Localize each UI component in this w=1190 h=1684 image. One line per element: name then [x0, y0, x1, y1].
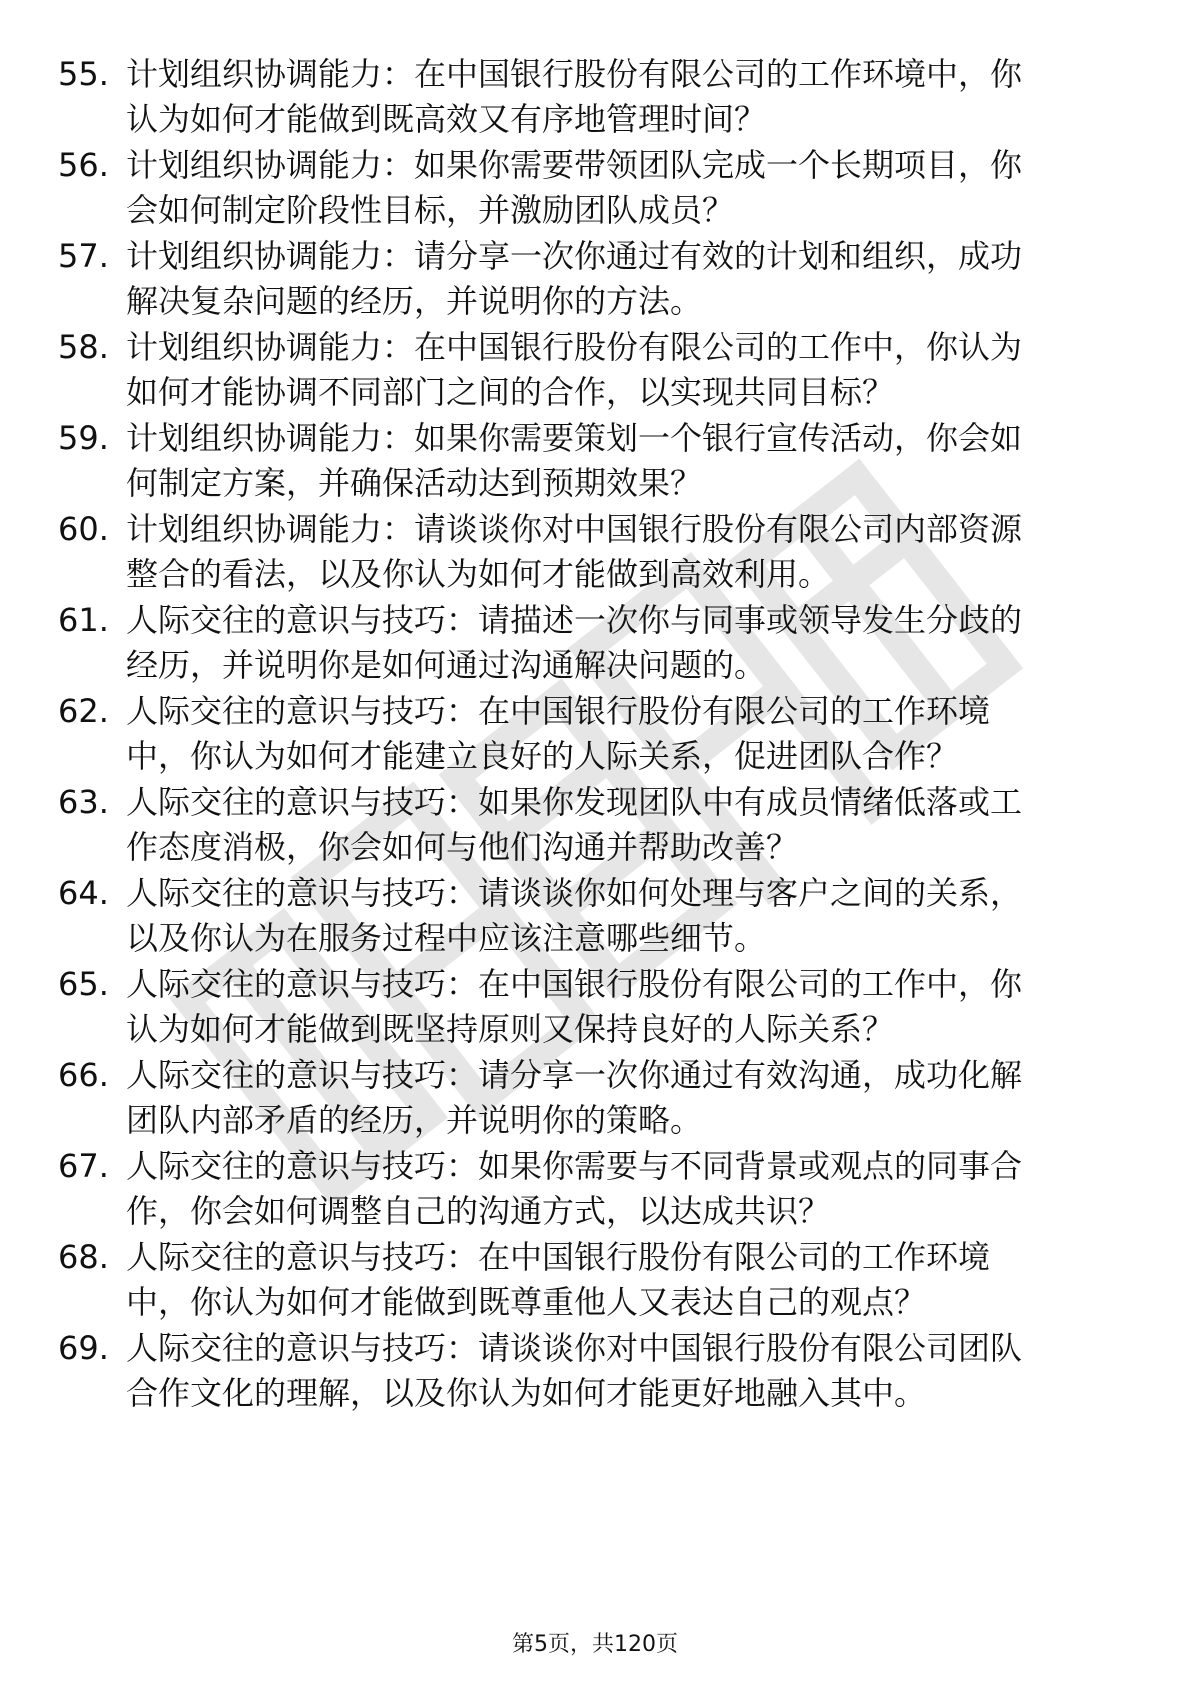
question-text-line: 何制定方案，并确保活动达到预期效果？	[126, 464, 703, 502]
question-text	[126, 143, 1126, 233]
question-item	[0, 1053, 1190, 1144]
question-text	[126, 325, 1126, 415]
question-item	[0, 416, 1190, 507]
question-item	[0, 234, 1190, 325]
question-number: 69.	[58, 1329, 109, 1367]
question-text-line: 人际交往的意识与技巧：请谈谈你如何处理与客户之间的关系，	[126, 874, 1023, 912]
question-item	[0, 598, 1190, 689]
question-text	[126, 1144, 1126, 1234]
question-text-line: 人际交往的意识与技巧：请分享一次你通过有效沟通，成功化解	[126, 1056, 1023, 1094]
question-text-line: 会如何制定阶段性目标，并激励团队成员？	[126, 191, 735, 229]
question-number: 68.	[58, 1238, 109, 1276]
question-item	[0, 143, 1190, 234]
question-text-line: 人际交往的意识与技巧：如果你需要与不同背景或观点的同事合	[126, 1147, 1023, 1185]
question-number: 58.	[58, 328, 109, 366]
question-text-line: 如何才能协调不同部门之间的合作，以实现共同目标？	[126, 373, 895, 411]
question-text-line: 计划组织协调能力：如果你需要策划一个银行宣传活动，你会如	[126, 419, 1023, 457]
question-number: 66.	[58, 1056, 109, 1094]
question-number: 61.	[58, 601, 109, 639]
question-text-line: 计划组织协调能力：在中国银行股份有限公司的工作中，你认为	[126, 328, 1023, 366]
question-text-line: 作态度消极，你会如何与他们沟通并帮助改善？	[126, 828, 799, 866]
question-item	[0, 962, 1190, 1053]
question-text	[126, 962, 1126, 1052]
question-text	[126, 1326, 1126, 1416]
question-text-line: 人际交往的意识与技巧：请谈谈你对中国银行股份有限公司团队	[126, 1329, 1023, 1367]
question-item	[0, 325, 1190, 416]
question-text-line: 认为如何才能做到既高效又有序地管理时间？	[126, 100, 767, 138]
question-text-line: 团队内部矛盾的经历，并说明你的策略。	[126, 1101, 703, 1139]
question-item	[0, 871, 1190, 962]
question-item	[0, 1326, 1190, 1417]
question-text-line: 解决复杂问题的经历，并说明你的方法。	[126, 282, 703, 320]
question-text	[126, 1053, 1126, 1143]
question-item	[0, 52, 1190, 143]
question-number: 65.	[58, 965, 109, 1003]
question-text-line: 整合的看法，以及你认为如何才能做到高效利用。	[126, 555, 831, 593]
question-text-line: 作，你会如何调整自己的沟通方式，以达成共识？	[126, 1192, 831, 1230]
question-text	[126, 234, 1126, 324]
question-item	[0, 1144, 1190, 1235]
question-number: 63.	[58, 783, 109, 821]
question-list	[0, 52, 1190, 1417]
question-text-line: 计划组织协调能力：如果你需要带领团队完成一个长期项目，你	[126, 146, 1023, 184]
question-text	[126, 780, 1126, 870]
question-item	[0, 689, 1190, 780]
question-text	[126, 871, 1126, 961]
question-text-line: 人际交往的意识与技巧：在中国银行股份有限公司的工作中，你	[126, 965, 1023, 1003]
question-item	[0, 780, 1190, 871]
question-text-line: 中，你认为如何才能建立良好的人际关系，促进团队合作？	[126, 737, 959, 775]
question-text-line: 经历，并说明你是如何通过沟通解决问题的。	[126, 646, 767, 684]
page-footer	[0, 1630, 1190, 1660]
question-number: 55.	[58, 55, 109, 93]
question-item	[0, 1235, 1190, 1326]
question-text-line: 计划组织协调能力：在中国银行股份有限公司的工作环境中，你	[126, 55, 1023, 93]
question-number: 64.	[58, 874, 109, 912]
question-text-line: 人际交往的意识与技巧：在中国银行股份有限公司的工作环境	[126, 692, 991, 730]
question-text-line: 中，你认为如何才能做到既尊重他人又表达自己的观点？	[126, 1283, 927, 1321]
question-text	[126, 689, 1126, 779]
question-number: 67.	[58, 1147, 109, 1185]
question-text	[126, 1235, 1126, 1325]
question-number: 57.	[58, 237, 109, 275]
question-text-line: 认为如何才能做到既坚持原则又保持良好的人际关系？	[126, 1010, 895, 1048]
question-number: 59.	[58, 419, 109, 457]
question-text-line: 以及你认为在服务过程中应该注意哪些细节。	[126, 919, 767, 957]
question-text	[126, 598, 1126, 688]
question-item	[0, 507, 1190, 598]
question-text-line: 人际交往的意识与技巧：如果你发现团队中有成员情绪低落或工	[126, 783, 1023, 821]
question-number: 60.	[58, 510, 109, 548]
question-text-line: 人际交往的意识与技巧：在中国银行股份有限公司的工作环境	[126, 1238, 991, 1276]
question-text-line: 计划组织协调能力：请分享一次你通过有效的计划和组织，成功	[126, 237, 1023, 275]
question-text-line: 合作文化的理解，以及你认为如何才能更好地融入其中。	[126, 1374, 927, 1412]
question-number: 56.	[58, 146, 109, 184]
question-number: 62.	[58, 692, 109, 730]
question-text	[126, 416, 1126, 506]
question-text-line: 人际交往的意识与技巧：请描述一次你与同事或领导发生分歧的	[126, 601, 1023, 639]
question-text	[126, 507, 1126, 597]
page-number-label: 第5页，共120页	[512, 1632, 678, 1657]
question-text	[126, 52, 1126, 142]
question-text-line: 计划组织协调能力：请谈谈你对中国银行股份有限公司内部资源	[126, 510, 1023, 548]
